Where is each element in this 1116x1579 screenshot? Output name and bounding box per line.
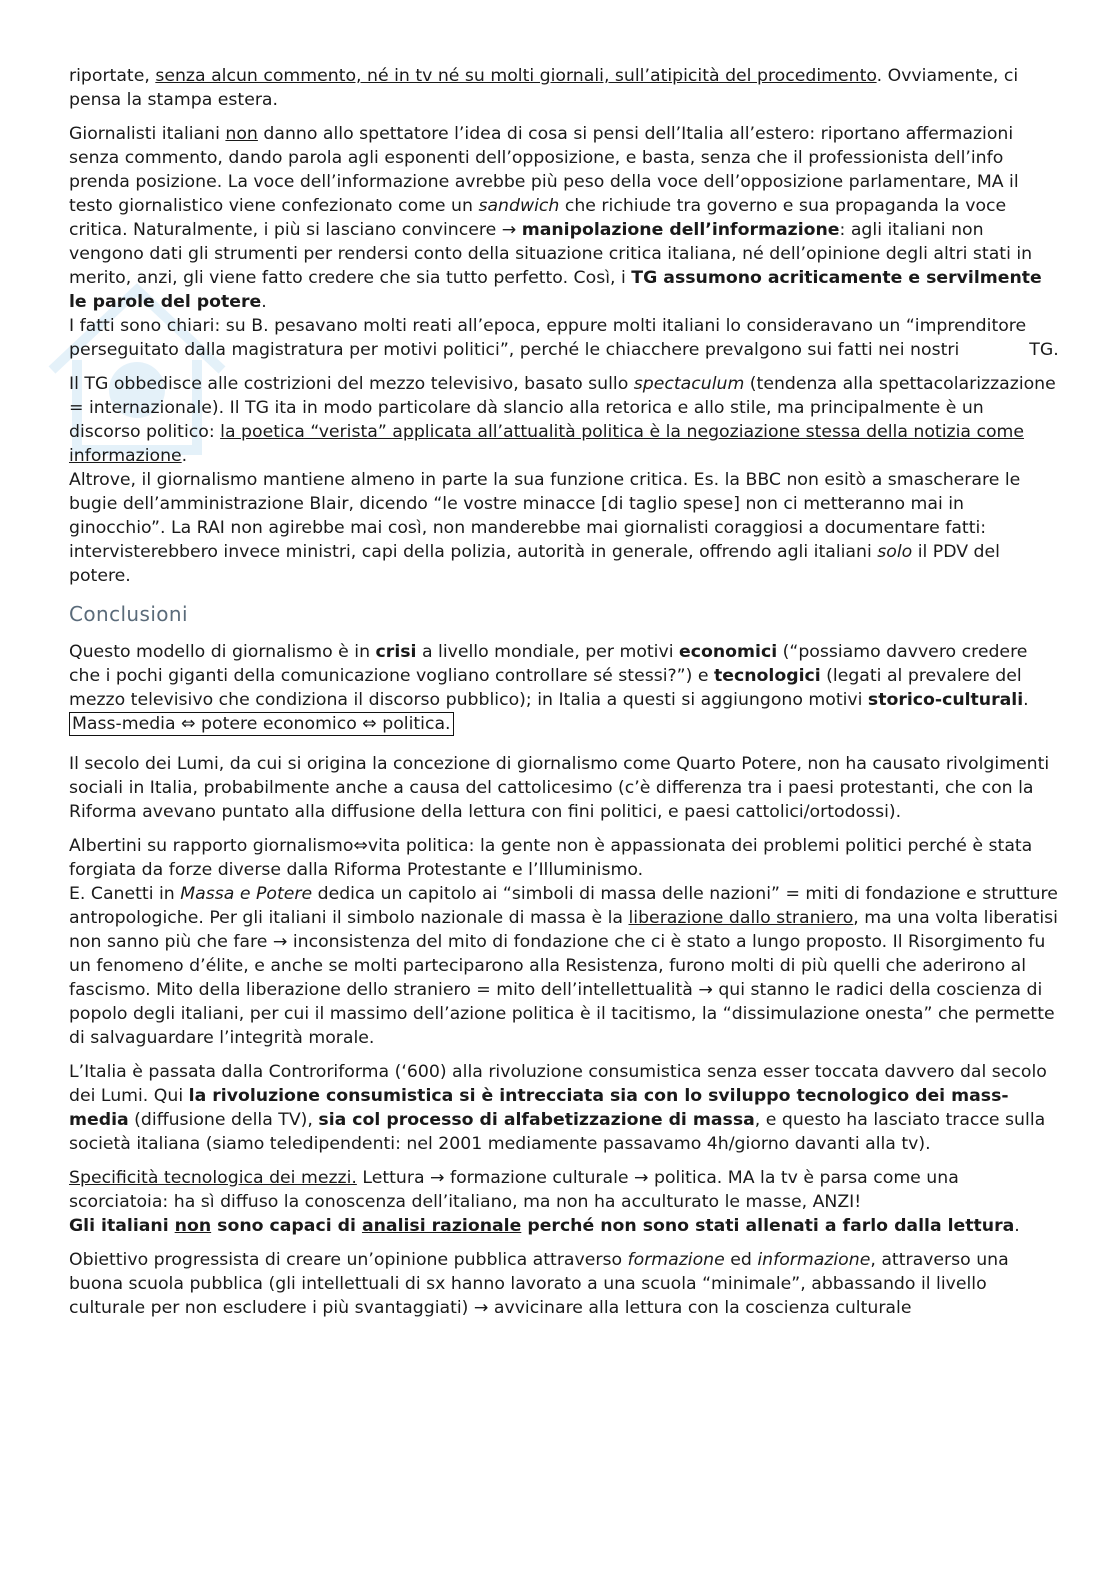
text: Giornalisti italiani [69,124,226,144]
text: (“possiamo davvero credere che i pochi giganti della comunicazione vogliano controllare sé stessi?”) e [69,642,1028,686]
text: perché non sono stati allenati a farlo dalla lettura [521,1216,1015,1236]
italic-text: spectaculum [633,374,745,394]
bold-text: storico-culturali [867,690,1024,710]
paragraph-3 [69,372,1059,588]
text: Questo modello di giornalismo è in [69,642,376,662]
underlined-text: senza alcun commento, né in tv né su molti giornali, sull’atipicità del procedimento [155,66,877,86]
text: ed [724,1250,758,1270]
text: , ma una volta liberatisi non sanno più che fare → inconsistenza del mito di fondazione che ci è stato a lungo proposto. Il Risorgimento fu un fenomeno d’élite, e anche se molti parteciparono alla Resistenza, furono molti di più quelli che aderirono al fascismo. Mito della liberazione dello straniero = mito dell’intellettualità → qui stanno le radici della coscienza di popolo degli italiani, per cui il massimo dell’azione politica è il tacitismo, la “dissimulazione onesta” che permette di salvaguardare l’integrità morale. [69,908,1058,1048]
text: (diffusione della TV), [128,1110,319,1130]
bold-text: crisi [375,642,417,662]
italic-text: formazione [627,1250,725,1270]
text: (legati al prevalere del mezzo televisivo che condiziona il discorso pubblico); in Italia a questi si aggiungono motivi [69,666,1022,710]
text: Obiettivo progressista di creare un’opinione pubblica attraverso [69,1250,628,1270]
text: Albertini su rapporto giornalismo⇔vita politica: la gente non è appassionata dei problemi politici perché è stata forgiata da forze diverse dalla Riforma Protestante e l’Illuminismo. [69,836,1033,880]
text: dedica un capitolo ai “simboli di massa delle nazioni” = miti di fondazione e strutture antropologiche. Per gli italiani il simbolo nazionale di massa è la [69,884,1058,928]
paragraph-5: Il secolo dei Lumi, da cui si origina la concezione di giornalismo come Quarto Potere, non ha causato rivolgimenti sociali in Italia, probabilmente anche a causa del cattolicesimo (c’è differenza tra i paesi protestanti, che con la Riforma avevano puntato alla diffusione della lettura con fini politici, e paesi cattolici/ortodossi). [69,754,1050,822]
underlined-text: analisi razionale [361,1216,522,1236]
text: Altrove, il giornalismo mantiene almeno in parte la sua funzione critica. Es. la BBC non esitò a smascherare le bugie dell’amministrazione Blair, dicendo “le vostre minacce [di taglio spese] non ci metteranno mai in ginocchio”. La RAI non agirebbe mai così, non manderebbe mai giornalisti coraggiosi a documentare fatti: intervisterebbero invece ministri, capi della polizia, autorità in generale, offrendo agli italiani [69,470,1021,562]
paragraph-4 [69,640,1059,736]
text: E. Canetti in [69,884,181,904]
text: sono capaci di [211,1216,362,1236]
paragraph-9 [69,1248,1059,1320]
bold-sentence [69,1216,1014,1236]
text: : agli italiani non vengono dati gli strumenti per rendersi conto della situazione critica italiana, né dell’opinione degli altri stati in merito, anzi, gli viene fatto credere che sia tutto perfetto. Così, i [69,220,1033,288]
paragraph-8 [69,1166,1059,1238]
text: Gli italiani [69,1216,175,1236]
text: . [1023,690,1029,710]
text: , attraverso una buona scuola pubblica (gli intellettuali di sx hanno lavorato a una scuola “minimale”, abbassando il livello culturale per non escludere i più svantaggiati) → avvicinare alla lettura con la coscienza culturale [69,1250,1009,1318]
text: . [181,446,188,466]
underlined-text: la poetica “verista” applicata all’attualità politica è la negoziazione stessa della notizia come informazione [69,422,1025,466]
bold-text: sia col processo di alfabetizzazione di massa [318,1110,755,1130]
italic-text: informazione [757,1250,871,1270]
bold-text: tecnologici [714,666,821,686]
text: riportate, [69,66,156,86]
underlined-text: liberazione dallo straniero [628,908,854,928]
text: L’Italia è passata dalla Controriforma (‘600) alla rivoluzione consumistica senza esser toccata davvero dal secolo dei Lumi. Qui [69,1062,1047,1106]
bold-text: TG assumono acriticamente e servilmente le parole del potere [69,268,1042,312]
bold-text: economici [679,642,778,662]
bold-text: manipolazione dell’informazione [521,220,840,240]
boxed-formula: Mass-media ⇔ potere economico ⇔ politica. [69,712,454,736]
text: . [261,292,267,312]
paragraph-6 [69,834,1059,1050]
italic-text: Massa e Potere [180,884,313,904]
text: . Ovviamente, ci pensa la stampa estera. [69,66,1019,110]
text: che richiude tra governo e sua propaganda la voce critica. Naturalmente, i più si lasciano convincere → [69,196,1007,240]
underlined-text: non [174,1216,212,1236]
paragraph-1 [69,64,1059,112]
text: TG. [1029,340,1059,360]
text: . [1014,1216,1020,1236]
text: il PDV del potere. [69,542,1000,586]
text: I fatti sono chiari: su B. pesavano molti reati all’epoca, eppure molti italiani lo consideravano un “imprenditore perseguitato dalla magistratura per motivi politici”, perché le chiacchere prevalgono sui fatti nei nostri [69,316,1027,360]
text: a livello mondiale, per motivi [416,642,680,662]
section-heading: Conclusioni [69,602,188,626]
text: Lettura → formazione culturale → politica. MA la tv è parsa come una scorciatoia: ha sì diffuso la conoscenza dell’italiano, ma non ha acculturato le masse, ANZI! [69,1168,959,1212]
underlined-text: Specificità tecnologica dei mezzi. [69,1168,357,1188]
text: Il TG obbedisce alle costrizioni del mezzo televisivo, basato sullo [69,374,634,394]
underlined-text: non [225,124,258,144]
paragraph-7 [69,1060,1059,1156]
bold-text: la rivoluzione consumistica si è intrecciata sia con lo sviluppo tecnologico dei mass-media [69,1086,1009,1130]
paragraph-2 [69,122,1059,362]
text: (tendenza alla spettacolarizzazione = internazionale). Il TG ita in modo particolare dà slancio alla retorica e allo stile, ma principalmente è un discorso politico: [69,374,1056,442]
italic-text: sandwich [478,196,560,216]
text: , e questo ha lasciato tracce sulla società italiana (siamo teledipendenti: nel 2001 mediamente passavamo 4h/giorno davanti alla tv). [69,1110,1046,1154]
italic-text: solo [877,542,913,562]
text: danno allo spettatore l’idea di cosa si pensi dell’Italia all’estero: riportano affermazioni senza commento, dando parola agli esponenti dell’opposizione, e basta, senza che il professionista dell’info prenda posizione. La voce dell’informazione avrebbe più peso della voce dell’opposizione parlamentare, MA il testo giornalistico viene confezionato come un [69,124,1019,216]
document-page [69,64,1059,1330]
